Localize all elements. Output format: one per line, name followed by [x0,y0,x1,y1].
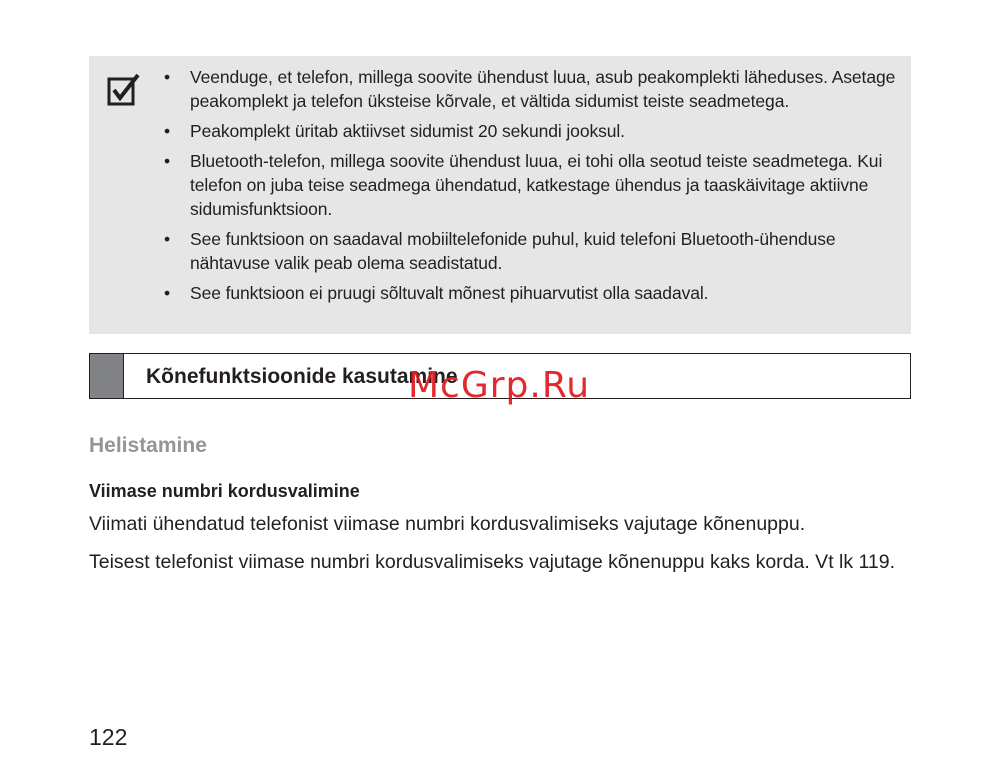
note-box [89,56,911,334]
note-item-text: Veenduge, et telefon, millega soovite ühendust luua, asub peakomplekti läheduses. Asetage peakomplekt ja telefon üksteise kõrvale, et vältida sidumist teiste seadmetega. [190,67,896,111]
bullet-icon: • [164,283,171,303]
paragraph: Teisest telefonist viimase numbri kordusvalimiseks vajutage kõnenuppu kaks korda. Vt lk 119. [89,551,896,573]
section-header-block [90,354,124,398]
section-title: Kõnefunktsioonide kasutamine [146,365,458,388]
note-item [153,149,903,221]
bullet-icon: • [164,229,171,249]
note-item-text: Peakomplekt üritab aktiivset sidumist 20 sekundi jooksul. [190,121,625,141]
note-item [153,227,903,275]
paragraph: Viimati ühendatud telefonist viimase numbri kordusvalimiseks vajutage kõnenuppu. [89,513,806,535]
note-list [153,65,903,311]
note-item [153,65,903,113]
note-item-text: See funktsioon on saadaval mobiiltelefonide puhul, kuid telefoni Bluetooth-ühenduse nähtavuse valik peab olema seadistatud. [190,229,836,273]
subsubheading: Viimase numbri kordusvalimine [89,481,360,501]
note-item-text: See funktsioon ei pruugi sõltuvalt mõnest pihuarvutist olla saadaval. [190,283,709,303]
checkbox-note-icon [107,73,141,107]
bullet-icon: • [164,67,171,87]
subheading: Helistamine [89,434,207,457]
note-item [153,119,903,143]
note-item-text: Bluetooth-telefon, millega soovite ühendust luua, ei tohi olla seotud teiste seadmetega. Kui telefon on juba teise seadmega ühendatud, katkestage ühendus ja taaskäivitage aktiivne sidumisfunktsioon. [190,151,883,219]
note-item [153,281,903,305]
bullet-icon: • [164,151,171,171]
watermark: McGrp.Ru [408,365,591,406]
bullet-icon: • [164,121,171,141]
page-number: 122 [89,724,128,750]
